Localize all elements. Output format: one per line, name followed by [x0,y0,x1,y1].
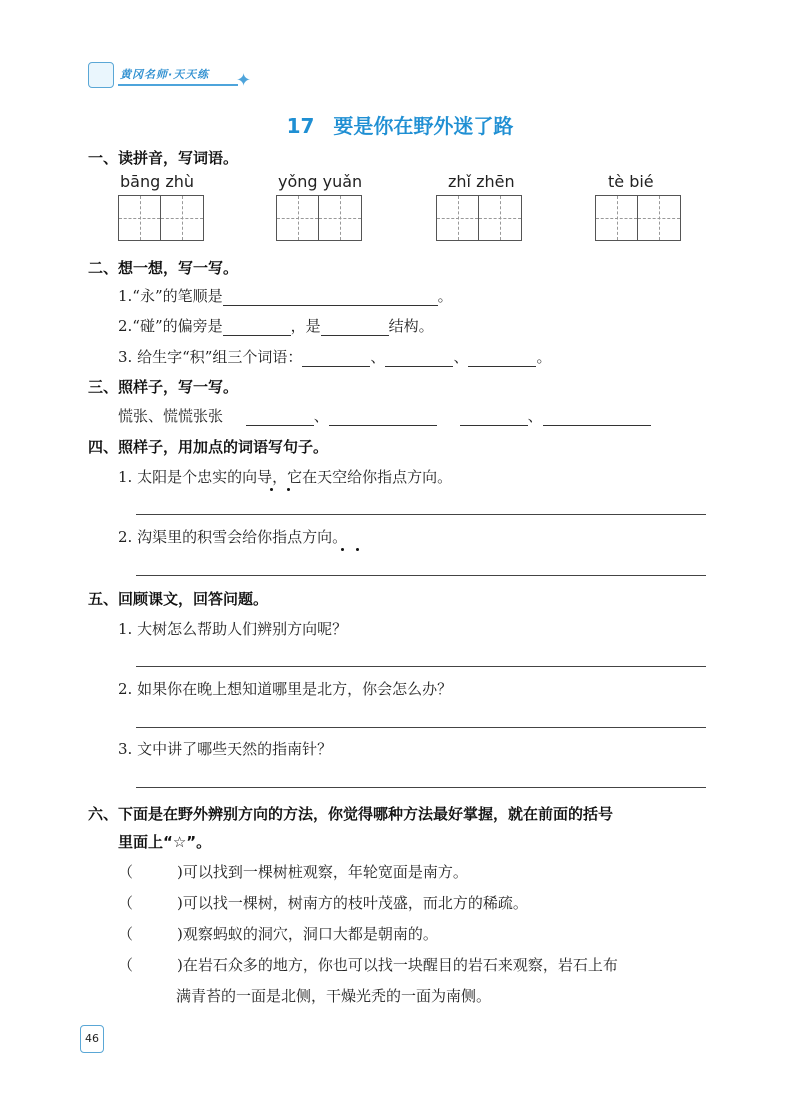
s2-q2-blank-2[interactable] [321,319,389,336]
section-4-heading: 四、照样子，用加点的词语写句子。 [88,438,329,456]
s2-q2: 2.“碰”的偏旁是 ，是 结构。 [118,317,434,335]
s3-blank-4[interactable] [543,409,651,426]
s5-q3: 3. 文中讲了哪些天然的指南针？ [118,740,333,758]
section-5-heading: 五、回顾课文，回答问题。 [88,590,269,608]
brand-logo [88,62,252,92]
s3-blank-1[interactable] [246,409,314,426]
s2-q3-blank-3[interactable] [468,350,536,367]
emphasis-dot [270,488,273,491]
s3-blank-2[interactable] [329,409,437,426]
section-3-heading: 三、照样子，写一写。 [88,378,239,396]
pinyin-2: yǒng yuǎn [278,172,363,191]
option-2[interactable]: （ )可以找一棵树，树南方的枝叶茂盛，而北方的稀疏。 [118,894,528,912]
s2-q3-blank-2[interactable] [385,350,453,367]
s4-q1: 1. 太阳是个忠实的向导，它在天空给你指点方向。 [118,468,453,486]
s2-q1-blank[interactable] [223,289,438,306]
s2-q1: 1.“永”的笔顺是 。 [118,287,453,305]
writing-grid-4[interactable] [595,195,681,241]
emphasis-dot [287,488,290,491]
option-3[interactable]: （ )观察蚂蚁的洞穴，洞口大都是朝南的。 [118,925,438,943]
option-4-cont: 满青苔的一面是北侧，干燥光秃的一面为南侧。 [176,987,492,1005]
option-4[interactable]: （ )在岩石众多的地方，你也可以找一块醒目的岩石来观察，岩石上布 [118,956,618,974]
section-6-heading-cont: 里面上“☆”。 [118,833,212,851]
s2-q3: 3. 给生字“积”组三个词语： 、 、 。 [118,348,552,366]
s5-q2-answer-line[interactable] [136,727,706,728]
option-1[interactable]: （ )可以找到一棵树桩观察，年轮宽面是南方。 [118,863,468,881]
section-1-heading: 一、读拼音，写词语。 [88,149,239,167]
emphasis-dot [341,548,344,551]
pinyin-4: tè bié [608,172,654,191]
s4-q2: 2. 沟渠里的积雪会给你指点方向。 [118,528,348,546]
writing-grid-2[interactable] [276,195,362,241]
page-number: 46 [80,1025,104,1053]
section-6-heading: 六、下面是在野外辨别方向的方法，你觉得哪种方法最好掌握，就在前面的括号 [88,805,614,823]
s3-example-row: 慌张、慌慌张张 、 、 [118,405,651,426]
s4-q1-answer-line[interactable] [136,514,706,515]
s3-blank-3[interactable] [460,409,528,426]
s2-q3-blank-1[interactable] [302,350,370,367]
s3-example: 慌张、慌慌张张 [118,407,224,425]
page-title [0,110,800,139]
emphasis-dot [356,548,359,551]
pinyin-1: bāng zhù [120,172,195,191]
s5-q1-answer-line[interactable] [136,666,706,667]
s2-q2-blank-1[interactable] [223,319,291,336]
s4-q2-answer-line[interactable] [136,575,706,576]
sparkle-icon: ✦ [236,70,252,91]
writing-grid-1[interactable] [118,195,204,241]
pinyin-3: zhǐ zhēn [448,172,515,191]
s5-q1: 1. 大树怎么帮助人们辨别方向呢？ [118,620,348,638]
lesson-title: 要是你在野外迷了路 [333,114,514,138]
s5-q2: 2. 如果你在晚上想知道哪里是北方，你会怎么办？ [118,680,453,698]
writing-grid-3[interactable] [436,195,522,241]
bear-icon [88,62,114,88]
section-2-heading: 二、想一想，写一写。 [88,259,239,277]
brand-underline [118,84,238,86]
brand-text: 黄冈名师·天天练 [120,68,210,81]
s5-q3-answer-line[interactable] [136,787,706,788]
lesson-number: 17 [286,114,315,138]
